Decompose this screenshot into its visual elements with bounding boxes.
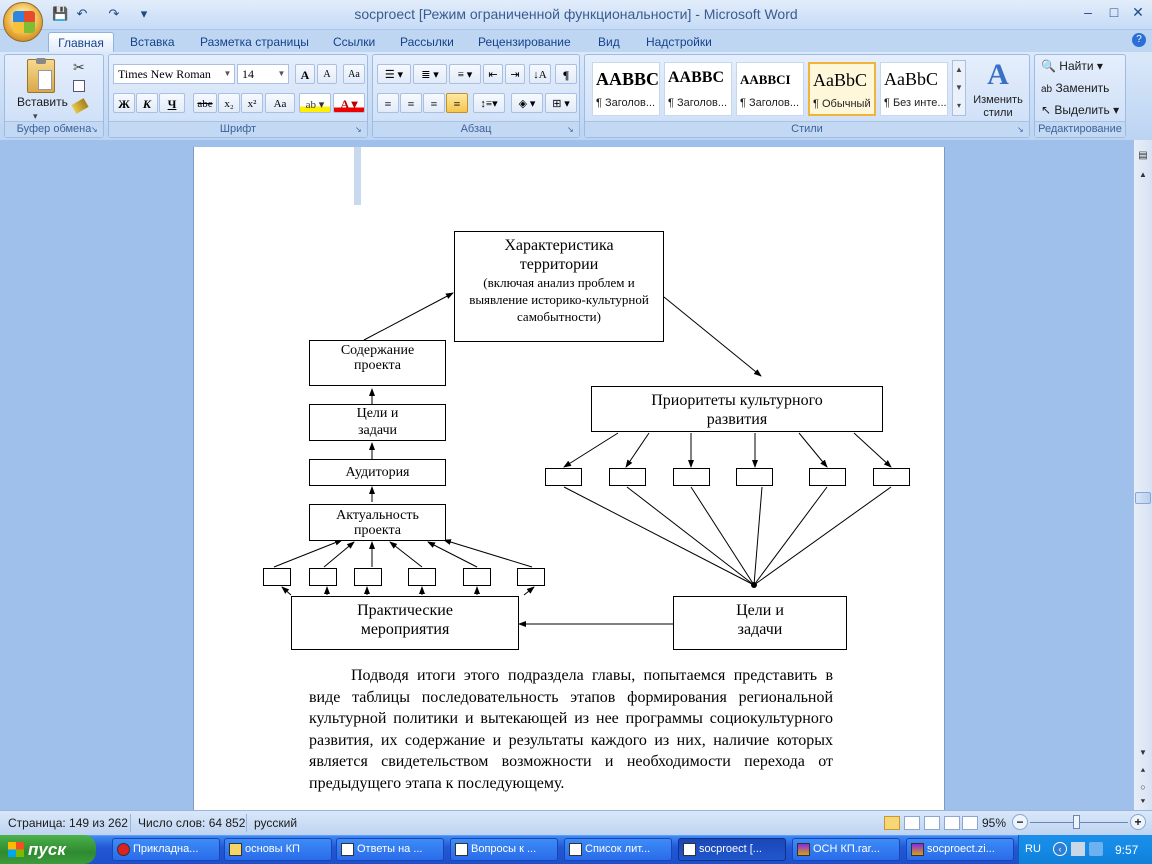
- editing-label: Редактирование: [1035, 121, 1125, 137]
- taskbar-item[interactable]: Прикладна...: [112, 838, 220, 861]
- tab-page-layout[interactable]: Разметка страницы: [200, 35, 309, 49]
- shading-icon[interactable]: ◈ ▾: [511, 93, 543, 113]
- goals-right-box: Цели и задачи: [673, 596, 847, 650]
- highlight-icon[interactable]: ab ▾: [299, 93, 331, 113]
- small-box-left: [517, 568, 545, 586]
- grow-font-button[interactable]: A: [295, 64, 315, 84]
- tab-view[interactable]: Вид: [598, 35, 620, 49]
- style-heading3[interactable]: AABBCI ¶ Заголов...: [736, 62, 804, 116]
- divider: [246, 814, 247, 832]
- goals-left-box: Цели и задачи: [309, 404, 446, 441]
- relevance-box: Актуальность проекта: [309, 504, 446, 541]
- draft-icon[interactable]: [962, 816, 978, 830]
- archive-icon: [911, 843, 924, 856]
- font-name-combo[interactable]: [113, 64, 235, 84]
- superscript-button[interactable]: x²: [241, 93, 263, 113]
- replace-button[interactable]: ab Заменить: [1041, 81, 1110, 95]
- small-box-left: [408, 568, 436, 586]
- undo-icon[interactable]: ↶: [76, 6, 88, 21]
- tab-addins[interactable]: Надстройки: [646, 35, 712, 49]
- divider: [130, 814, 131, 832]
- increase-indent-icon[interactable]: ⇥: [505, 64, 525, 84]
- numbering-icon[interactable]: ≣ ▾: [413, 64, 447, 84]
- windows-logo-icon: [8, 842, 24, 857]
- styles-launcher-icon[interactable]: ↘: [1017, 125, 1024, 134]
- chevron-down-icon[interactable]: ▼: [223, 69, 232, 78]
- small-box-right: [873, 468, 910, 486]
- font-launcher-icon[interactable]: ↘: [355, 125, 362, 134]
- small-box-right: [609, 468, 646, 486]
- clipboard-launcher-icon[interactable]: ↘: [91, 125, 98, 134]
- paragraph-label: Абзац: [373, 121, 579, 137]
- font-label: Шрифт: [109, 121, 367, 137]
- font-size-combo[interactable]: [237, 64, 289, 84]
- close-button[interactable]: ✕: [1132, 4, 1144, 20]
- language-bar[interactable]: RU: [1025, 843, 1041, 855]
- paragraph-launcher-icon[interactable]: ↘: [567, 125, 574, 134]
- language-indicator[interactable]: русский: [254, 816, 298, 830]
- tray-app-icon[interactable]: [1089, 842, 1103, 856]
- paste-icon[interactable]: [27, 59, 55, 93]
- bullets-icon[interactable]: ☰ ▾: [377, 64, 411, 84]
- taskbar-item[interactable]: Ответы на ...: [336, 838, 444, 861]
- word-doc-icon: [683, 843, 696, 856]
- align-right-icon[interactable]: ≡: [423, 93, 445, 113]
- font-color-icon[interactable]: A ▾: [333, 93, 365, 113]
- zoom-in-icon[interactable]: +: [1130, 814, 1146, 830]
- font-name-value: Times New Roman: [118, 67, 211, 81]
- binoculars-icon: 🔍: [1041, 59, 1056, 73]
- align-center-icon[interactable]: ≡: [400, 93, 422, 113]
- styles-scroll[interactable]: ▲ ▼ ▾: [952, 60, 966, 116]
- style-heading2[interactable]: AABBC ¶ Заголов...: [664, 62, 732, 116]
- scroll-down-icon[interactable]: ▼: [1139, 748, 1147, 757]
- font-group: [108, 54, 368, 138]
- tab-mailings[interactable]: Рассылки: [400, 35, 454, 49]
- select-button[interactable]: ↖ Выделить ▾: [1041, 103, 1120, 117]
- tab-review[interactable]: Рецензирование: [478, 35, 571, 49]
- style-normal[interactable]: AaBbC ¶ Обычный: [808, 62, 876, 116]
- vertical-scrollbar[interactable]: [1134, 140, 1152, 810]
- scroll-up-icon[interactable]: ▲: [1139, 170, 1147, 179]
- tab-references[interactable]: Ссылки: [333, 35, 376, 49]
- priorities-box: Приоритеты культурного развития: [591, 386, 883, 432]
- zoom-out-icon[interactable]: −: [1012, 814, 1028, 830]
- scroll-thumb[interactable]: [1135, 492, 1151, 504]
- web-layout-icon[interactable]: [924, 816, 940, 830]
- start-label: пуск: [28, 840, 66, 859]
- word-count[interactable]: Число слов: 64 852: [138, 816, 246, 830]
- decrease-indent-icon[interactable]: ⇤: [483, 64, 503, 84]
- territory-subtitle: (включая анализ проблем и выявление историко-культурной самобытности): [469, 275, 649, 324]
- start-button[interactable]: [0, 835, 96, 864]
- clear-format-button[interactable]: Aa: [343, 64, 365, 84]
- system-tray: [1018, 835, 1152, 864]
- copy-icon[interactable]: [73, 80, 85, 92]
- sort-icon[interactable]: ↓A: [529, 64, 551, 84]
- underline-button[interactable]: Ч: [159, 93, 185, 113]
- small-box-right: [736, 468, 773, 486]
- small-box-left: [463, 568, 491, 586]
- window-title: socproect [Режим ограниченной функциональности] - Microsoft Word: [354, 6, 798, 22]
- cut-icon[interactable]: ✂: [73, 59, 85, 75]
- browse-object-icon[interactable]: ○: [1140, 782, 1146, 792]
- show-marks-button[interactable]: ¶: [555, 64, 577, 84]
- find-button[interactable]: 🔍 Найти ▾: [1041, 59, 1103, 73]
- folder-icon: [229, 843, 242, 856]
- prev-page-icon[interactable]: ⯅: [1139, 766, 1147, 775]
- cursor-icon: ↖: [1041, 103, 1052, 117]
- change-styles-button[interactable]: Изменить стили: [973, 94, 1023, 119]
- minimize-button[interactable]: –: [1084, 4, 1092, 20]
- next-page-icon[interactable]: ⯆: [1139, 797, 1147, 806]
- bold-button[interactable]: Ж: [113, 93, 135, 113]
- italic-button[interactable]: К: [136, 93, 158, 113]
- clipboard-label: Буфер обмена: [5, 121, 103, 137]
- ruler-toggle-icon[interactable]: ▤: [1138, 150, 1148, 161]
- page[interactable]: [193, 147, 945, 810]
- line-spacing-icon[interactable]: ↕≡▾: [473, 93, 505, 113]
- small-box-left: [354, 568, 382, 586]
- chevron-down-icon[interactable]: ▼: [277, 69, 286, 78]
- office-button[interactable]: [3, 2, 43, 42]
- redo-icon[interactable]: ↷: [108, 6, 120, 21]
- tab-insert[interactable]: Вставка: [130, 35, 175, 49]
- change-styles-icon[interactable]: A: [987, 58, 1009, 91]
- paragraph-group: [372, 54, 580, 138]
- justify-icon[interactable]: ≡: [446, 93, 468, 113]
- zoom-slider-thumb[interactable]: [1073, 815, 1080, 829]
- word-doc-icon: [569, 843, 582, 856]
- editing-group: [1034, 54, 1126, 138]
- taskbar-item[interactable]: ОСН КП.rar...: [792, 838, 900, 861]
- clock: 9:57: [1115, 843, 1139, 857]
- subscript-button[interactable]: x₂: [218, 93, 240, 113]
- outline-icon[interactable]: [944, 816, 960, 830]
- territory-title: Характеристика территории: [504, 237, 614, 273]
- office-logo-icon: [13, 11, 35, 33]
- territory-box: [454, 231, 664, 342]
- multilevel-list-icon[interactable]: ≡ ▾: [449, 64, 481, 84]
- taskbar-item-active[interactable]: socproect [...: [678, 838, 786, 861]
- word-doc-icon: [341, 843, 354, 856]
- taskbar-item[interactable]: основы КП: [224, 838, 332, 861]
- align-left-icon[interactable]: ≡: [377, 93, 399, 113]
- strikethrough-button[interactable]: abe: [193, 93, 217, 113]
- shrink-font-button[interactable]: A: [317, 64, 337, 84]
- format-painter-icon[interactable]: [71, 98, 88, 114]
- taskbar-item[interactable]: Вопросы к ...: [450, 838, 558, 861]
- replace-icon: ab: [1041, 84, 1053, 95]
- borders-icon[interactable]: ⊞ ▾: [545, 93, 577, 113]
- status-bar: [0, 810, 1152, 835]
- customize-qat-icon[interactable]: ▾: [140, 6, 148, 21]
- print-layout-icon[interactable]: [884, 816, 900, 830]
- audience-box: Аудитория: [309, 459, 446, 486]
- network-icon[interactable]: [1071, 842, 1085, 856]
- practical-box: Практические мероприятия: [291, 596, 519, 650]
- word-doc-icon: [455, 843, 468, 856]
- small-box-left: [263, 568, 291, 586]
- style-no-spacing[interactable]: AaBbC ¶ Без инте...: [880, 62, 948, 116]
- small-box-right: [545, 468, 582, 486]
- maximize-button[interactable]: □: [1109, 4, 1119, 20]
- taskbar-item[interactable]: Список лит...: [564, 838, 672, 861]
- small-box-left: [309, 568, 337, 586]
- zoom-level[interactable]: 95%: [982, 816, 1007, 830]
- content-box: Содержание проекта: [309, 340, 446, 386]
- archive-icon: [797, 843, 810, 856]
- clipboard-group: [4, 54, 104, 138]
- styles-label: Стили: [585, 121, 1029, 137]
- page-indicator[interactable]: Страница: 149 из 262: [8, 816, 128, 830]
- small-box-right: [809, 468, 846, 486]
- tab-home[interactable]: Главная: [48, 32, 114, 52]
- font-size-value: 14: [242, 67, 254, 81]
- help-icon[interactable]: ?: [1132, 33, 1146, 47]
- paste-dropdown-icon[interactable]: ▾: [33, 111, 38, 121]
- tray-expand-icon[interactable]: ‹: [1053, 842, 1067, 856]
- opera-icon: [117, 843, 130, 856]
- change-case-button[interactable]: Aa: [265, 93, 295, 113]
- style-heading1[interactable]: AABBC ¶ Заголов...: [592, 62, 660, 116]
- full-screen-icon[interactable]: [904, 816, 920, 830]
- body-paragraph[interactable]: Подводя итоги этого подраздела главы, попытаемся представить в виде таблицы последовательность этапов формирования региональной культурной политики и вытекающей из нее программы социокультурного развития, их содержание и результаты каждого из них, наличие которых является свидетельством возможности и необходимости перехода от предыдущего этапа к последующему.: [309, 667, 833, 792]
- taskbar-item[interactable]: socproect.zi...: [906, 838, 1014, 861]
- small-box-right: [673, 468, 710, 486]
- paste-button[interactable]: Вставить: [17, 95, 68, 109]
- save-icon[interactable]: 💾: [52, 6, 69, 21]
